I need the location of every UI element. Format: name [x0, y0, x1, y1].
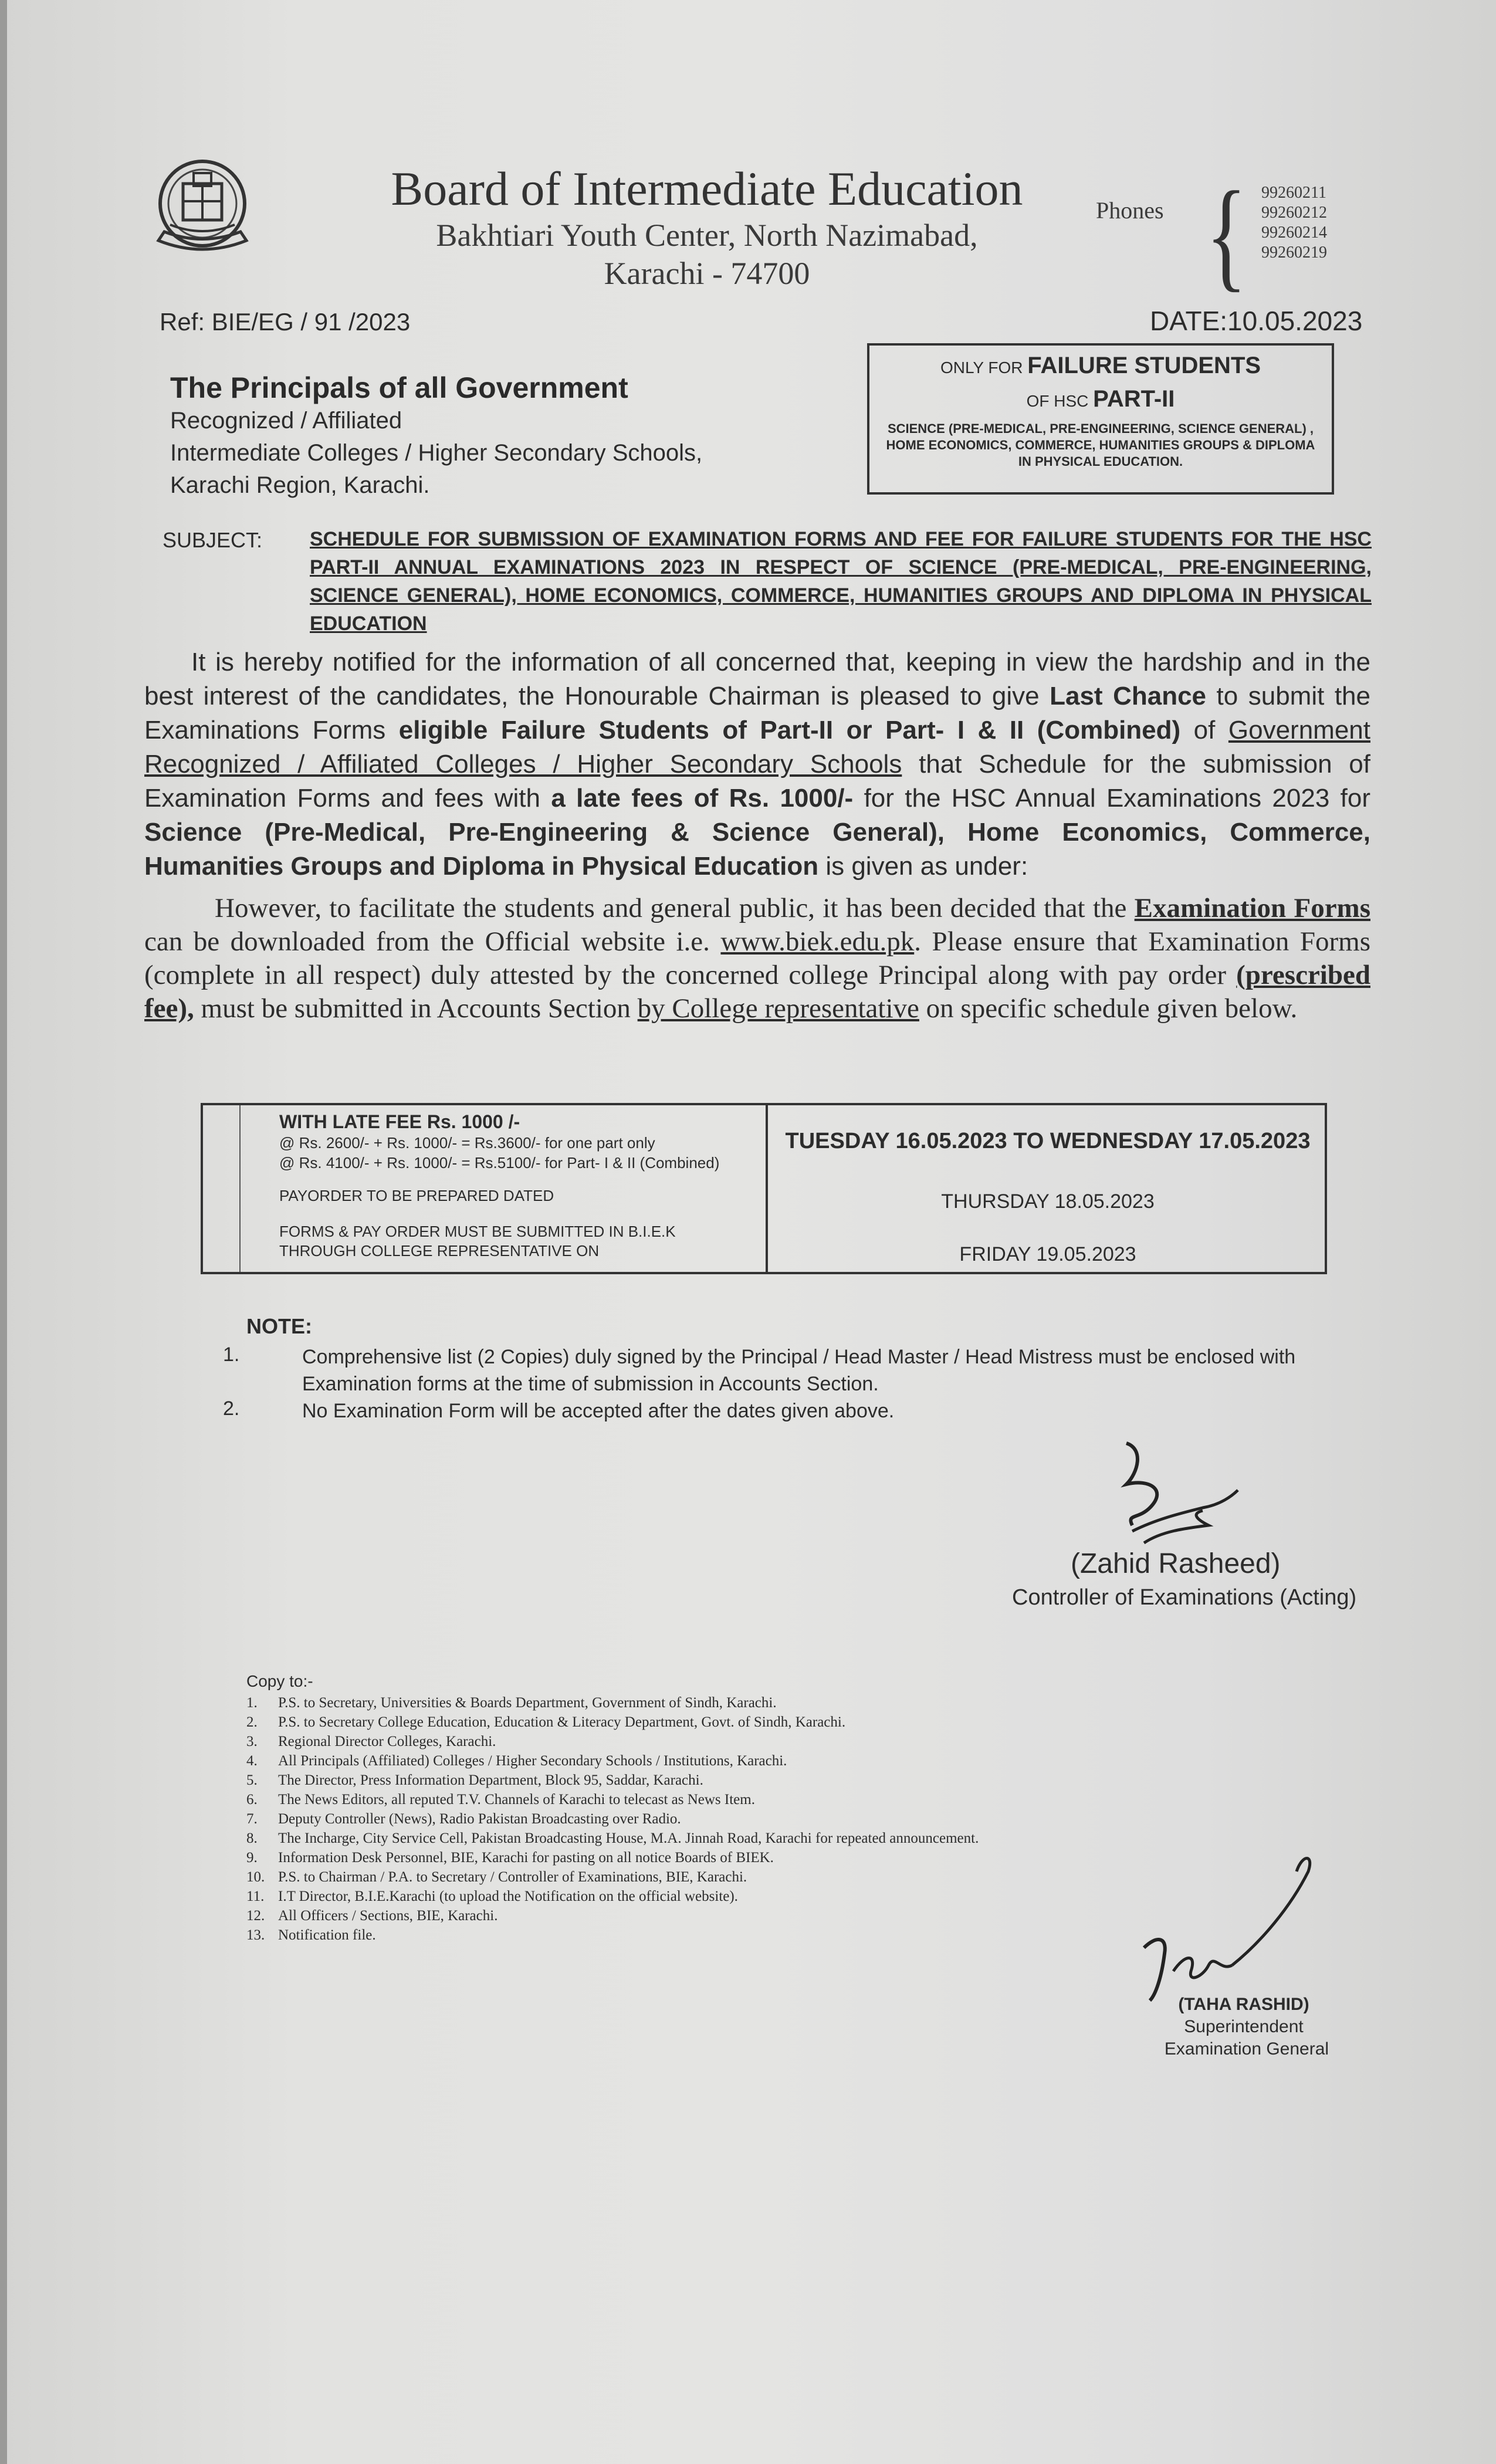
copy-to-item: 1. P.S. to Secretary, Universities & Boards Department, Government of Sindh, Karachi. [246, 1695, 777, 1711]
payorder-label: PAYORDER TO BE PREPARED DATED [279, 1187, 554, 1204]
phones-label: Phones [1096, 197, 1164, 224]
fee-line-2: @ Rs. 4100/- + Rs. 1000/- = Rs.5100/- for Part- I & II (Combined) [279, 1154, 720, 1172]
copy-to-item: 10. P.S. to Chairman / P.A. to Secretary / Controller of Examinations, BIE, Karachi. [246, 1869, 747, 1885]
copy-to-item: 5. The Director, Press Information Department, Block 95, Saddar, Karachi. [246, 1772, 703, 1788]
brace-icon: { [1206, 167, 1247, 303]
copy-to-item: 8. The Incharge, City Service Cell, Pakistan Broadcasting House, M.A. Jinnah Road, Karachi for repeated announcement. [246, 1830, 979, 1846]
dates-range: TUESDAY 16.05.2023 TO WEDNESDAY 17.05.2023 [785, 1129, 1311, 1153]
copy-to-list [246, 1693, 1244, 1945]
subject-text: SCHEDULE FOR SUBMISSION OF EXAMINATION FORMS AND FEE FOR FAILURE STUDENTS FOR THE HSC PART-II ANNUAL EXAMINATIONS 2023 IN RESPECT OF SCIENCE (PRE-MEDICAL, PRE-ENGINEERING, SCIENCE GENERAL), HOME ECONOMICS, COMMERCE, HUMANITIES GROUPS AND DIPLOMA IN PHYSICAL EDUCATION [310, 528, 1372, 635]
box-line-3: SCIENCE (PRE-MEDICAL, PRE-ENGINEERING, SCIENCE GENERAL) , HOME ECONOMICS, COMMERCE, HUMANITIES GROUPS & DIPLOMA IN PHYSICAL EDUCATION. [886, 421, 1315, 469]
phone-number: 99260212 [1261, 204, 1327, 222]
board-seal-logo-icon [147, 155, 258, 261]
failure-students-box [867, 343, 1334, 495]
phone-number: 99260211 [1261, 184, 1326, 202]
copy-to-section [246, 1672, 1244, 1945]
copy-to-item: 2. P.S. to Secretary College Education, Education & Literacy Department, Govt. of Sindh, Karachi. [246, 1714, 846, 1730]
paragraph-2: However, to facilitate the students and general public, it has been decided that the Examination Forms can be downloaded from the Official website i.e. www.biek.edu.pk. Please ensure that Examination Forms (complete in all respect) duly attested by the concerned college Principal along with pay order (prescribed fee), must be submitted in Accounts Section by College representative on specific schedule given below. [144, 893, 1371, 1024]
signatory-2-name: (TAHA RASHID) [1178, 1995, 1309, 2014]
copy-to-item: 12. All Officers / Sections, BIE, Karachi. [246, 1908, 498, 1924]
signatory-1-title: Controller of Examinations (Acting) [1012, 1585, 1357, 1610]
phone-numbers [1261, 183, 1327, 263]
note-item: 1. Comprehensive list (2 Copies) duly signed by the Principal / Head Master / Head Mistress must be enclosed with Examination forms at the time of submission in Accounts Section. [223, 1343, 1296, 1395]
signatory-1-name: (Zahid Rasheed) [1071, 1548, 1281, 1579]
note-list [223, 1343, 1373, 1424]
copy-to-item: 6. The News Editors, all reputed T.V. Channels of Karachi to telecast as News Item. [246, 1792, 755, 1808]
addressee-line-2: Recognized / Affiliated [170, 408, 402, 434]
address-line-2: Karachi - 74700 [604, 256, 810, 291]
box-line-1: ONLY FOR FAILURE STUDENTS [940, 353, 1261, 378]
payorder-date: THURSDAY 18.05.2023 [941, 1190, 1155, 1213]
schedule-divider [239, 1105, 241, 1272]
addressee-line-1: The Principals of all Government [170, 371, 628, 404]
copy-to-item: 11. I.T Director, B.I.E.Karachi (to upload the Notification on the official website). [246, 1888, 738, 1904]
website-link[interactable]: www.biek.edu.pk [720, 926, 915, 957]
note-item: 2. No Examination Form will be accepted after the dates given above. [223, 1397, 895, 1422]
copy-to-item: 3. Regional Director Colleges, Karachi. [246, 1734, 496, 1749]
scan-edge [0, 0, 7, 2464]
copy-to-item: 4. All Principals (Affiliated) Colleges / Higher Secondary Schools / Institutions, Karachi. [246, 1753, 787, 1769]
phone-number: 99260219 [1261, 243, 1327, 262]
schedule-table [201, 1103, 1327, 1274]
reference-number: Ref: BIE/EG / 91 /2023 [160, 308, 411, 336]
copy-to-item: 13. Notification file. [246, 1927, 376, 1943]
submit-label-1: FORMS & PAY ORDER MUST BE SUBMITTED IN B.I.E.K [279, 1223, 676, 1240]
submit-date: FRIDAY 19.05.2023 [959, 1243, 1136, 1265]
box-line-2: OF HSC PART-II [1026, 386, 1175, 412]
phone-number: 99260214 [1261, 224, 1327, 242]
document-date: DATE:10.05.2023 [1150, 306, 1363, 336]
submit-label-2: THROUGH COLLEGE REPRESENTATIVE ON [279, 1242, 600, 1260]
addressee-line-3: Intermediate Colleges / Higher Secondary Schools, [170, 440, 703, 466]
fee-line-1: @ Rs. 2600/- + Rs. 1000/- = Rs.3600/- for one part only [279, 1134, 655, 1152]
schedule-divider [766, 1105, 768, 1272]
paragraph-1: It is hereby notified for the information of all concerned that, keeping in view the hardship and in the best interest of the candidates, the Honourable Chairman is pleased to give Last Chance to submit the Examinations Forms eligible Failure Students of Part-II or Part- I & II (Combined) of Government Recognized / Affiliated Colleges / Higher Secondary Schools that Schedule for the submission of Examination Forms and fees with a late fees of Rs. 1000/- for the HSC Annual Examinations 2023 for Science (Pre-Medical, Pre-Engineering & Science General), Home Economics, Commerce, Humanities Groups and Diploma in Physical Education is given as under: [144, 648, 1371, 881]
addressee-line-4: Karachi Region, Karachi. [170, 472, 430, 498]
address-line-1: Bakhtiari Youth Center, North Nazimabad, [436, 218, 978, 253]
copy-to-item: 7. Deputy Controller (News), Radio Pakistan Broadcasting over Radio. [246, 1811, 681, 1827]
signatory-2-title-1: Superintendent [1184, 2017, 1304, 2036]
schedule-left-column [279, 1111, 760, 1261]
board-title: Board of Intermediate Education [391, 162, 1023, 215]
signature-zahid-icon [1103, 1431, 1255, 1561]
signatory-2-title-2: Examination General [1164, 2039, 1329, 2059]
subject-label: SUBJECT: [163, 528, 263, 552]
late-fee-heading: WITH LATE FEE Rs. 1000 /- [279, 1111, 520, 1132]
note-heading: NOTE: [246, 1314, 312, 1338]
signature-taha-icon [1132, 1836, 1332, 2012]
copy-to-item: 9. Information Desk Personnel, BIE, Karachi for pasting on all notice Boards of BIEK. [246, 1850, 774, 1866]
copy-to-heading: Copy to:- [246, 1672, 313, 1690]
